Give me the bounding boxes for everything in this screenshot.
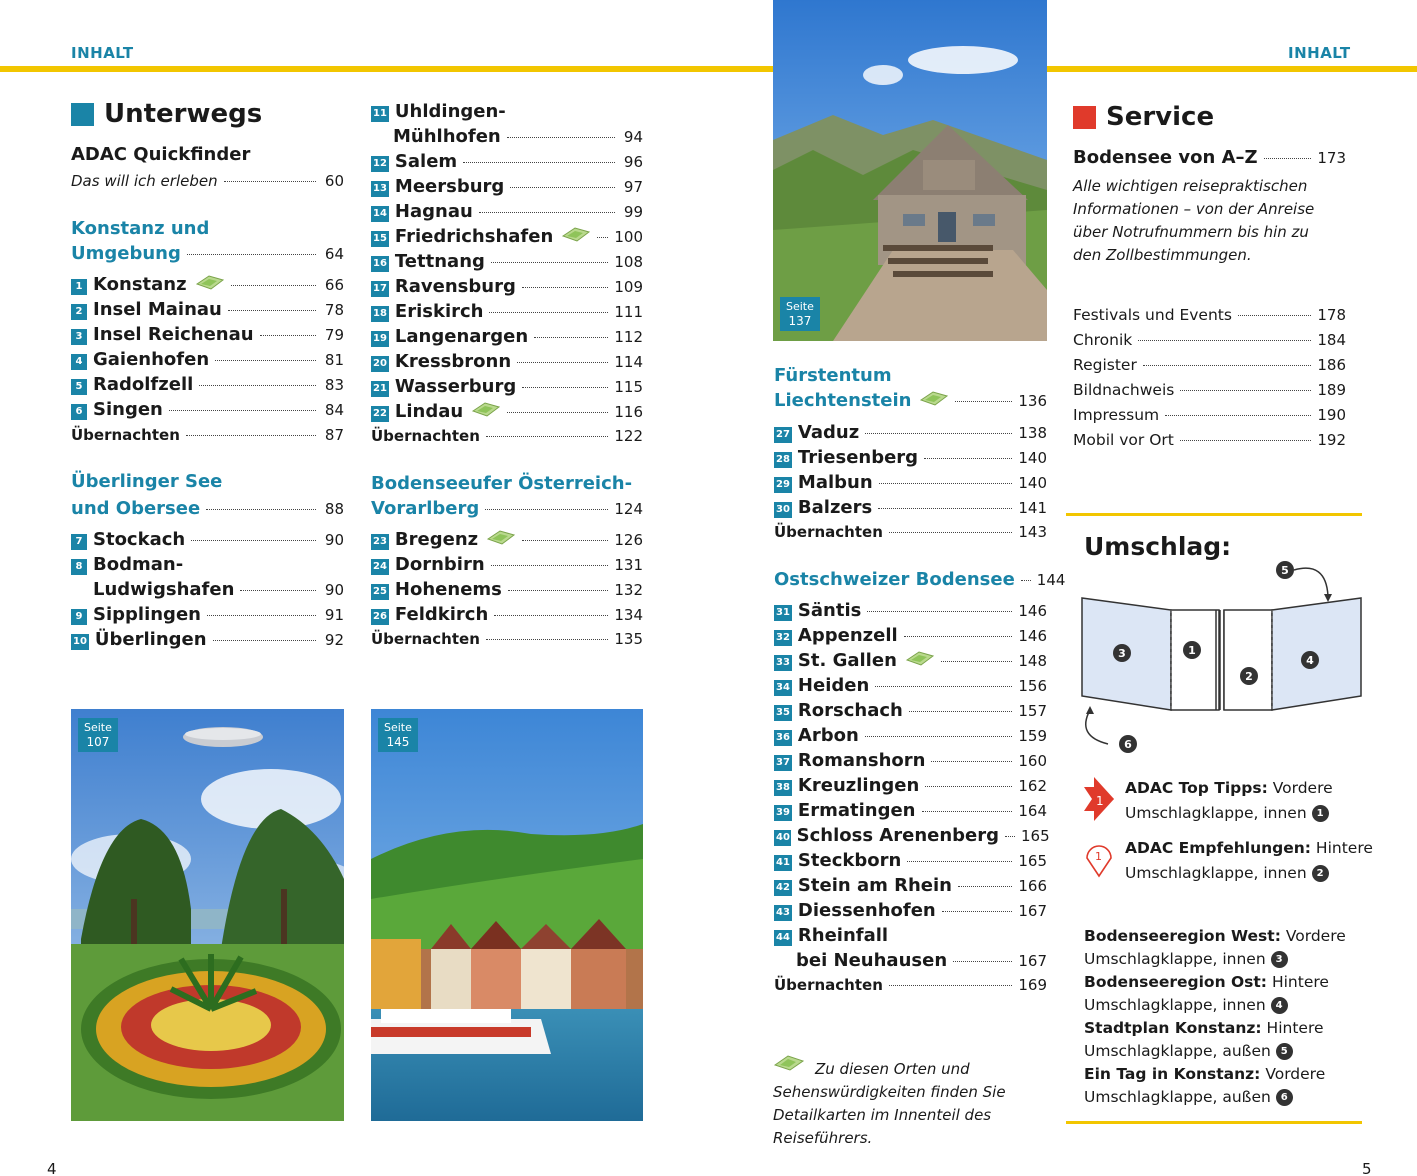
diagram-number-5	[1276, 561, 1294, 579]
header-rule-left	[0, 66, 773, 72]
map-icon	[195, 274, 225, 290]
konstanz-uebernachten[interactable]: Übernachten 87	[71, 426, 344, 444]
mountain-hut-photo[interactable]	[773, 0, 1047, 341]
oesterreich-uebernachten[interactable]: Übernachten 135	[371, 630, 643, 648]
entry-number-badge: 40	[774, 830, 791, 846]
konstanz-heading[interactable]: Konstanz und	[71, 218, 210, 239]
entry-number-badge: 18	[371, 306, 389, 322]
cover-fold-diagram	[1076, 556, 1368, 756]
ostschweiz-item-44[interactable]: 44 Rheinfall	[776, 925, 889, 946]
ostschweiz-uebernachten[interactable]: Übernachten 169	[774, 976, 1047, 994]
ueberlinger-item-8[interactable]: 8 Bodman-	[71, 552, 183, 577]
service-item[interactable]: Bildnachweis 189	[1073, 381, 1346, 399]
map-icon	[905, 650, 935, 666]
ostschweiz-item-34[interactable]: 34 Heiden 156	[776, 675, 1047, 696]
col2-item-21[interactable]: 21 Wasserburg 115	[373, 376, 643, 397]
ueberlinger-item-9[interactable]: 9 Sipplingen 91	[71, 602, 344, 628]
entry-number-badge: 16	[371, 256, 389, 272]
top-tipp-icon	[1084, 777, 1116, 821]
number-badge: 4	[1271, 997, 1288, 1014]
diagram-number-6	[1119, 735, 1137, 753]
empfehlung-icon	[1084, 838, 1114, 878]
ostschweiz-item-31[interactable]: 31 Säntis 146	[776, 600, 1047, 621]
ostschweiz-item-42[interactable]: 42 Stein am Rhein 166	[776, 875, 1047, 896]
konstanz-item-2[interactable]: 2 Insel Mainau 78	[71, 297, 344, 323]
entry-number-badge: 6	[71, 404, 87, 420]
ostschweiz-item-40[interactable]: 40 Schloss Arenenberg 165	[776, 825, 1050, 846]
service-item[interactable]: Mobil vor Ort 192	[1073, 431, 1346, 449]
umschlag-title: Umschlag:	[1084, 532, 1232, 561]
col2-item-11[interactable]: 11 Uhldingen-	[373, 101, 506, 122]
oesterreich-item-23[interactable]: 23 Bregenz 126	[373, 529, 643, 550]
entry-number-badge: 33	[774, 655, 792, 671]
entry-number-badge: 32	[774, 630, 792, 646]
entry-number-badge: 1	[71, 279, 87, 295]
ostschweiz-item-37[interactable]: 37 Romanshorn 160	[776, 750, 1047, 771]
ueberlinger-heading-entry[interactable]: und Obersee 88	[71, 498, 344, 519]
entry-number-badge: 44	[774, 930, 792, 946]
konstanz-item-4[interactable]: 4 Gaienhofen 81	[71, 347, 344, 373]
entry-number-badge: 21	[371, 381, 389, 397]
oesterreich-heading[interactable]: Bodenseeufer Österreich-	[371, 473, 633, 494]
svg-text:2: 2	[1245, 670, 1253, 683]
zeppelin-garden-photo[interactable]	[71, 709, 344, 1121]
entry-number-badge: 13	[371, 181, 389, 197]
quickfinder-title[interactable]: ADAC Quickfinder	[71, 144, 251, 165]
stein-seite-badge: Seite 145	[378, 718, 418, 752]
ostschweiz-item-32[interactable]: 32 Appenzell 146	[776, 625, 1047, 646]
col2-item-20[interactable]: 20 Kressbronn 114	[373, 351, 643, 372]
oesterreich-item-26[interactable]: 26 Feldkirch 134	[373, 604, 643, 625]
ueberlinger-heading[interactable]: Überlinger See	[71, 471, 223, 492]
konstanz-item-6[interactable]: 6 Singen 84	[71, 397, 344, 423]
map-reference: Stadtplan Konstanz: Hintere Umschlagklappe, außen 5	[1084, 1019, 1324, 1060]
unterwegs-title: Unterwegs	[71, 99, 262, 129]
entry-number-badge: 23	[371, 534, 389, 550]
entry-number-badge: 27	[774, 427, 792, 443]
entry-number-badge: 29	[774, 477, 792, 493]
entry-number-badge: 8	[71, 559, 87, 575]
ostschweiz-item-33[interactable]: 33 St. Gallen 148	[776, 650, 1047, 671]
page-number-right: 5	[1362, 1160, 1372, 1176]
map-icon	[919, 390, 949, 406]
entry-number-badge: 15	[371, 231, 389, 247]
konstanz-item-1[interactable]: 1 Konstanz 66	[71, 272, 344, 298]
page-number-left: 4	[47, 1160, 57, 1176]
col2-item-11-cont[interactable]: Mühlhofen 94	[393, 126, 643, 147]
entry-number-badge: 30	[774, 502, 792, 518]
number-badge: 1	[1312, 805, 1329, 822]
entry-number-badge: 31	[774, 605, 792, 621]
ostschweiz-item-39[interactable]: 39 Ermatingen 164	[776, 800, 1047, 821]
ostschweiz-heading-entry[interactable]: Ostschweizer Bodensee 144	[774, 569, 1066, 590]
entry-number-badge: 34	[774, 680, 792, 696]
service-item[interactable]: Chronik 184	[1073, 331, 1346, 349]
entry-number-badge: 19	[371, 331, 389, 347]
map-reference: Bodenseeregion West: Vordere Umschlagklappe, innen 3	[1084, 927, 1346, 968]
konstanz-item-3[interactable]: 3 Insel Reichenau 79	[71, 322, 344, 348]
col2-item-17[interactable]: 17 Ravensburg 109	[373, 276, 643, 297]
service-a-z-entry[interactable]: Bodensee von A–Z 173	[1073, 147, 1346, 168]
entry-number-badge: 41	[774, 855, 792, 871]
header-rule-right	[1047, 66, 1417, 72]
stein-am-rhein-photo[interactable]	[371, 709, 643, 1121]
liechtenstein-item-28[interactable]: 28 Triesenberg 140	[776, 447, 1047, 468]
hut-seite-badge: Seite 137	[780, 297, 820, 331]
konstanz-heading-entry[interactable]: Umgebung 64	[71, 243, 344, 264]
header-label-left: INHALT	[71, 44, 134, 62]
detailkarten-note: Zu diesen Orten und Sehenswürdigkeiten finden Sie Detailkarten im Innenteil des Reiseführers.	[773, 1060, 1006, 1147]
liechtenstein-heading[interactable]: Fürstentum	[774, 365, 892, 386]
col2-item-12[interactable]: 12 Salem 96	[373, 151, 643, 172]
entry-number-badge: 36	[774, 730, 792, 746]
ostschweiz-item-43[interactable]: 43 Diessenhofen 167	[776, 900, 1047, 921]
map-reference: Bodenseeregion Ost: Hintere Umschlagklappe, innen 4	[1084, 973, 1329, 1014]
col2-item-14[interactable]: 14 Hagnau 99	[373, 201, 643, 222]
map-reference: Ein Tag in Konstanz: Vordere Umschlagklappe, außen 6	[1084, 1065, 1326, 1106]
liechtenstein-heading-entry[interactable]: Liechtenstein 136	[774, 390, 1047, 411]
oesterreich-item-24[interactable]: 24 Dornbirn 131	[373, 554, 643, 575]
top-tipps-info: ADAC Top Tipps: Vordere Umschlagklappe, innen 1	[1125, 779, 1333, 822]
col2-item-15[interactable]: 15 Friedrichshafen 100	[373, 226, 643, 247]
entry-number-badge: 25	[371, 584, 389, 600]
umschlag-rule-top	[1066, 513, 1362, 516]
svg-text:6: 6	[1124, 738, 1132, 751]
svg-text:5: 5	[1281, 564, 1289, 577]
zeppelin-seite-badge: Seite 107	[78, 718, 118, 752]
konstanz-item-5[interactable]: 5 Radolfzell 83	[71, 372, 344, 398]
entry-number-badge: 10	[71, 634, 89, 650]
service-item[interactable]: Impressum 190	[1073, 406, 1346, 424]
ostschweiz-item-41[interactable]: 41 Steckborn 165	[776, 850, 1047, 871]
entry-number-badge: 17	[371, 281, 389, 297]
ostschweiz-item-44-cont[interactable]: bei Neuhausen 167	[796, 950, 1047, 971]
entry-number-badge: 5	[71, 379, 87, 395]
entry-number-badge: 39	[774, 805, 792, 821]
svg-text:1: 1	[1188, 644, 1196, 657]
col2-uebernachten[interactable]: Übernachten 122	[371, 427, 643, 445]
col2-item-18[interactable]: 18 Eriskirch 111	[373, 301, 643, 322]
entry-number-badge: 11	[371, 106, 389, 122]
entry-number-badge: 43	[774, 905, 792, 921]
oesterreich-heading-entry[interactable]: Vorarlberg 124	[371, 498, 643, 519]
empfehlungen-info: ADAC Empfehlungen: Hintere Umschlagklappe, innen 2	[1125, 839, 1373, 882]
diagram-number-3	[1113, 644, 1131, 662]
ostschweiz-item-38[interactable]: 38 Kreuzlingen 162	[776, 775, 1047, 796]
entry-number-badge: 12	[371, 156, 389, 172]
entry-number-badge: 28	[774, 452, 792, 468]
svg-text:4: 4	[1306, 654, 1314, 667]
entry-number-badge: 2	[71, 304, 87, 320]
liechtenstein-item-27[interactable]: 27 Vaduz 138	[776, 422, 1047, 443]
ueberlinger-item-8-cont[interactable]: Ludwigshafen 90	[93, 579, 344, 600]
ostschweiz-item-35[interactable]: 35 Rorschach 157	[776, 700, 1047, 721]
entry-number-badge: 35	[774, 705, 792, 721]
diagram-number-4	[1301, 651, 1319, 669]
oesterreich-item-25[interactable]: 25 Hohenems 132	[373, 579, 643, 600]
number-badge: 2	[1312, 865, 1329, 882]
diagram-number-2	[1240, 667, 1258, 685]
entry-number-badge: 42	[774, 880, 792, 896]
entry-number-badge: 37	[774, 755, 792, 771]
svg-text:1: 1	[1095, 850, 1102, 863]
service-title: Service	[1073, 102, 1214, 132]
entry-number-badge: 14	[371, 206, 389, 222]
entry-number-badge: 24	[371, 559, 389, 575]
number-badge: 5	[1276, 1043, 1293, 1060]
map-icon	[471, 401, 501, 417]
number-badge: 6	[1276, 1089, 1293, 1106]
quickfinder-entry[interactable]: Das will ich erleben 60	[71, 172, 344, 190]
svg-text:3: 3	[1118, 647, 1126, 660]
entry-number-badge: 9	[71, 609, 87, 625]
svg-text:1: 1	[1096, 794, 1104, 808]
unterwegs-square-icon	[71, 103, 94, 126]
entry-number-badge: 20	[371, 356, 389, 372]
col2-item-22[interactable]: 22 Lindau 116	[373, 401, 643, 422]
entry-number-badge: 38	[774, 780, 792, 796]
service-square-icon	[1073, 106, 1096, 129]
col2-item-16[interactable]: 16 Tettnang 108	[373, 251, 643, 272]
umschlag-rule-bottom	[1066, 1121, 1362, 1124]
header-label-right: INHALT	[1288, 44, 1351, 62]
entry-number-badge: 3	[71, 329, 87, 345]
service-description: Alle wichtigen reisepraktischen Informationen – von der Anreise über Notrufnummern bis hin zu den Zollbestimmungen.	[1073, 177, 1315, 264]
liechtenstein-item-29[interactable]: 29 Malbun 140	[776, 472, 1047, 493]
col2-item-13[interactable]: 13 Meersburg 97	[373, 176, 643, 197]
map-icon	[486, 529, 516, 545]
service-item[interactable]: Register 186	[1073, 356, 1346, 374]
entry-number-badge: 4	[71, 354, 87, 370]
number-badge: 3	[1271, 951, 1288, 968]
service-item[interactable]: Festivals und Events 178	[1073, 306, 1346, 324]
liechtenstein-item-30[interactable]: 30 Balzers 141	[776, 497, 1047, 518]
ueberlinger-item-7[interactable]: 7 Stockach 90	[71, 527, 344, 553]
map-icon	[561, 226, 591, 242]
liechtenstein-uebernachten[interactable]: Übernachten 143	[774, 523, 1047, 541]
diagram-number-1	[1183, 641, 1201, 659]
col2-item-19[interactable]: 19 Langenargen 112	[373, 326, 643, 347]
entry-number-badge: 7	[71, 534, 87, 550]
ostschweiz-item-36[interactable]: 36 Arbon 159	[776, 725, 1047, 746]
entry-number-badge: 22	[371, 406, 389, 422]
ueberlinger-item-10[interactable]: 10 Überlingen 92	[73, 629, 344, 650]
entry-number-badge: 26	[371, 609, 389, 625]
